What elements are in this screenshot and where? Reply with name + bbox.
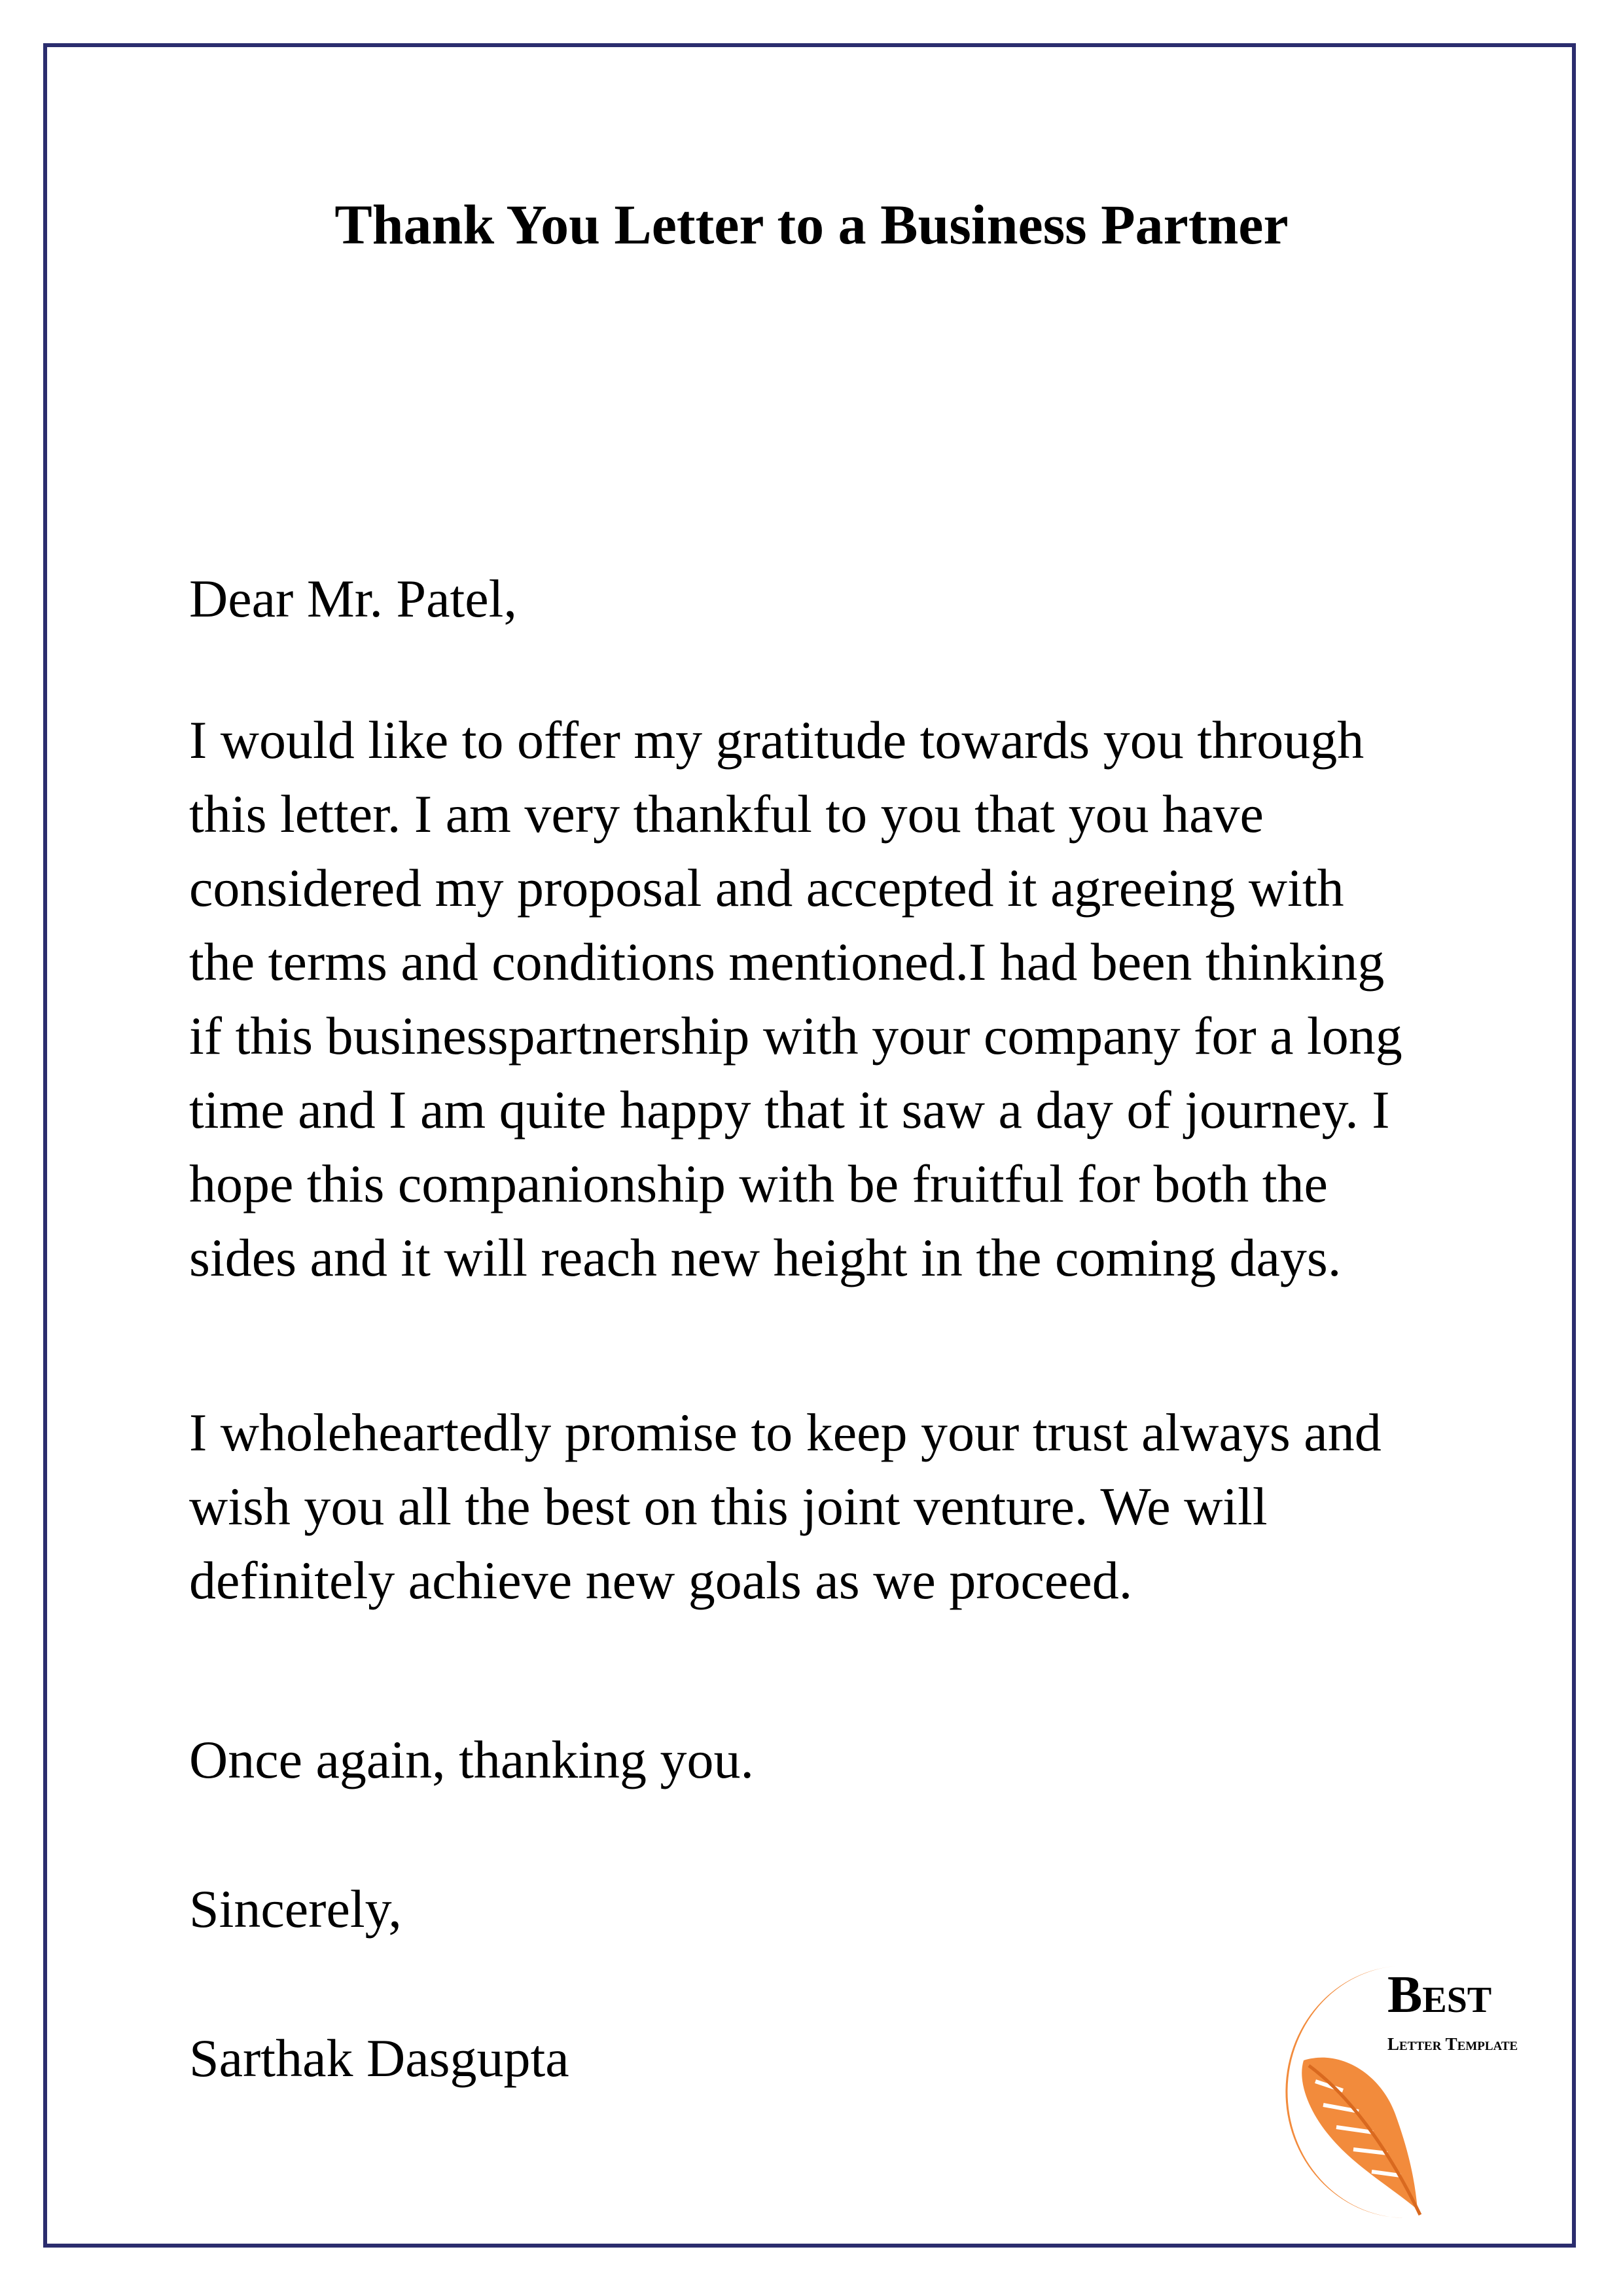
paragraph-line: hope this companionship with be fruitful for both the [189, 1154, 1328, 1213]
salutation: Dear Mr. Patel, [189, 569, 517, 628]
signoff: Sincerely, [189, 1879, 402, 1939]
logo-feather [1302, 2058, 1418, 2210]
paragraph-line: I wholeheartedly promise to keep your trust always and [189, 1403, 1382, 1462]
signature-name: Sarthak Dasgupta [189, 2028, 569, 2088]
paragraph-line: wish you all the best on this joint venture. We will [189, 1477, 1268, 1536]
paragraph-line: sides and it will reach new height in the coming days. [189, 1228, 1342, 1287]
letter-title: Thank You Letter to a Business Partner [334, 193, 1289, 256]
body-paragraph-2 [189, 1395, 1382, 1617]
paragraph-line: if this businesspartnership with your company for a long [189, 1006, 1402, 1066]
paragraph-line: this letter. I am very thankful to you that you have [189, 784, 1264, 844]
paragraph-line: time and I am quite happy that it saw a day of journey. I [189, 1080, 1390, 1139]
paragraph-line: definitely achieve new goals as we proceed. [189, 1551, 1133, 1610]
logo-subtitle: Letter Template [1387, 2034, 1518, 2054]
body-paragraph-1 [189, 703, 1402, 1295]
paragraph-line: considered my proposal and accepted it agreeing with [189, 858, 1344, 918]
closing-line: Once again, thanking you. [189, 1730, 755, 1789]
paragraph-line: the terms and conditions mentioned.I had been thinking [189, 932, 1385, 992]
paragraph-line: I would like to offer my gratitude towards you through [189, 710, 1364, 770]
logo-wordmark: Best [1387, 1966, 1492, 2024]
best-letter-template-logo [1243, 1950, 1571, 2238]
